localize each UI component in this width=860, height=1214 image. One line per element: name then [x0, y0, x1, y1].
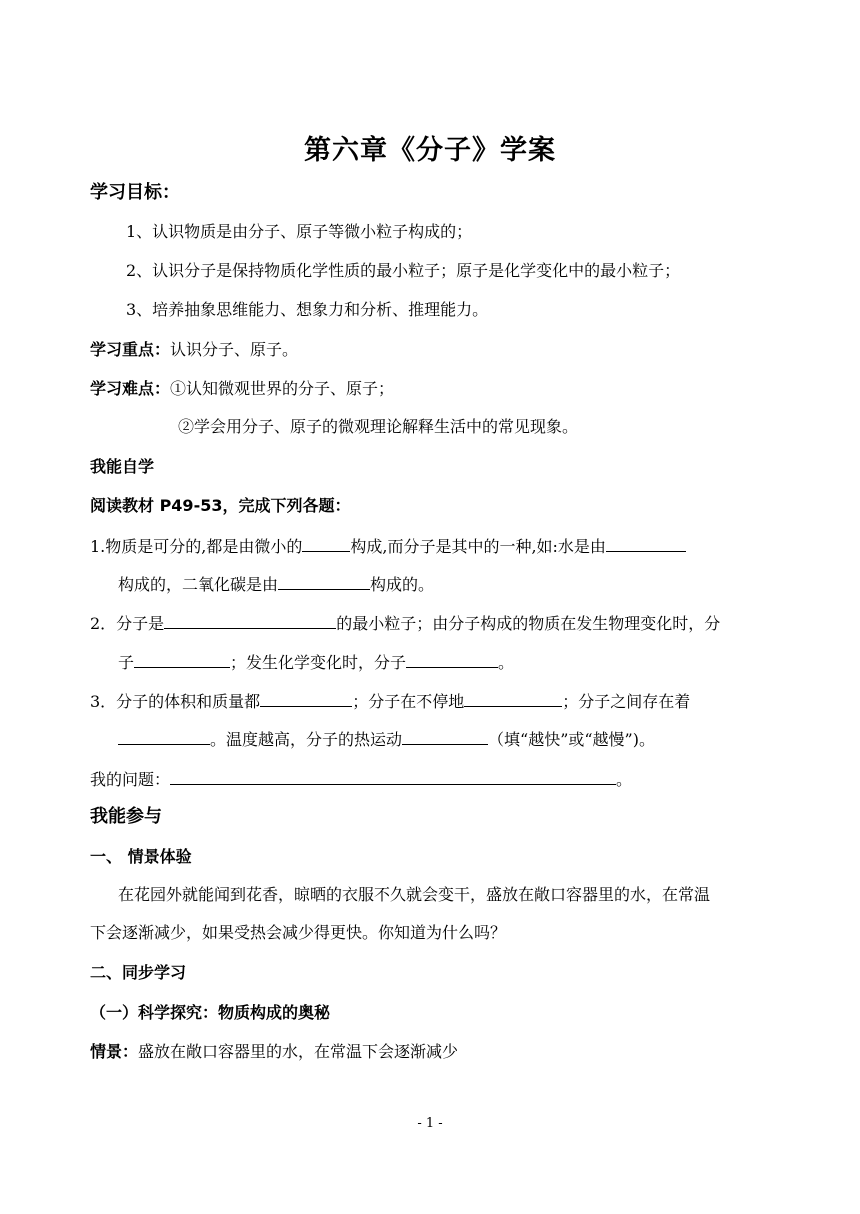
q1-blank-2	[606, 535, 686, 552]
q1-text-c: 构成的，二氧化碳是由	[118, 575, 279, 594]
question-2-line-1	[90, 612, 720, 635]
page-number: - 1 -	[417, 1116, 443, 1131]
question-1-line-2	[118, 573, 434, 596]
objective-item-1: 1、认识物质是由分子、原子等微小粒子构成的；	[126, 222, 473, 241]
q1-text-b: 构成,而分子是其中的一种,如:水是由	[350, 537, 606, 556]
question-3-line-2	[118, 728, 655, 751]
difficulties-label: 学习难点：	[90, 379, 171, 398]
q2-blank-1	[164, 612, 336, 629]
question-3-line-1	[90, 690, 690, 713]
q3-blank-3	[118, 728, 210, 745]
q1-text-d: 构成的。	[370, 575, 435, 594]
key-points-text: 认识分子、原子。	[170, 340, 299, 359]
scene-row	[90, 1041, 458, 1063]
my-question-end: 。	[616, 770, 633, 789]
q3-text-c: ；分子之间存在着	[562, 692, 691, 711]
q3-text-b: ；分子在不停地	[352, 692, 465, 711]
q2-blank-3	[406, 651, 498, 668]
my-question-label: 我的问题：	[90, 770, 171, 789]
self-study-instruction: 阅读教材 P49-53，完成下列各题：	[90, 496, 351, 515]
key-points-label: 学习重点：	[90, 340, 171, 359]
q3-blank-4	[402, 728, 488, 745]
q2-text-d: ；发生化学变化时，分子	[230, 653, 407, 672]
q2-text-c: 子	[118, 653, 135, 672]
objectives-heading: 学习目标：	[90, 182, 180, 203]
q2-text-e: 。	[498, 653, 515, 672]
difficulty-item-2: ②学会用分子、原子的微观理论解释生活中的常见现象。	[178, 417, 579, 436]
q2-text-b: 的最小粒子；由分子构成的物质在发生物理变化时，分	[336, 614, 721, 633]
scenario-paragraph-line-2: 下会逐渐减少，如果受热会减少得更快。你知道为什么吗？	[90, 923, 507, 942]
q1-text-a: 1.物质是可分的,都是由微小的	[90, 537, 303, 556]
section-1-heading: 一、 情景体验	[90, 847, 192, 866]
subsection-1-heading: （一）科学探究：物质构成的奥秘	[90, 1003, 331, 1022]
q3-blank-2	[464, 690, 562, 707]
scene-label: 情景：	[90, 1042, 139, 1061]
question-1-line-1	[90, 535, 686, 558]
difficulties-row	[90, 378, 394, 400]
my-question-row	[90, 768, 632, 791]
q3-text-e: （填“越快”或“越慢”)。	[488, 730, 655, 749]
difficulty-item-1: ①认知微观世界的分子、原子；	[170, 379, 395, 398]
document-title: 第六章《分子》学案	[304, 135, 556, 166]
q2-blank-2	[134, 651, 230, 668]
my-question-blank	[170, 768, 616, 785]
objective-item-3: 3、培养抽象思维能力、想象力和分析、推理能力。	[126, 300, 489, 319]
q2-text-a: 2．分子是	[90, 614, 165, 633]
scenario-paragraph-line-1: 在花园外就能闻到花香，晾晒的衣服不久就会变干，盛放在敞口容器里的水，在常温	[118, 885, 711, 904]
question-2-line-2	[118, 651, 514, 674]
q3-blank-1	[260, 690, 352, 707]
self-study-heading: 我能自学	[90, 457, 155, 476]
q1-blank-1	[302, 535, 350, 552]
objective-item-2: 2、认识分子是保持物质化学性质的最小粒子；原子是化学变化中的最小粒子；	[126, 261, 681, 280]
q1-blank-3	[278, 573, 370, 590]
section-2-heading: 二、同步学习	[90, 963, 187, 982]
participate-heading: 我能参与	[90, 806, 162, 827]
scene-text: 盛放在敞口容器里的水，在常温下会逐渐减少	[138, 1042, 459, 1061]
q3-text-a: 3．分子的体积和质量都	[90, 692, 261, 711]
q3-text-d: 。温度越高，分子的热运动	[210, 730, 403, 749]
key-points-row	[90, 339, 298, 361]
